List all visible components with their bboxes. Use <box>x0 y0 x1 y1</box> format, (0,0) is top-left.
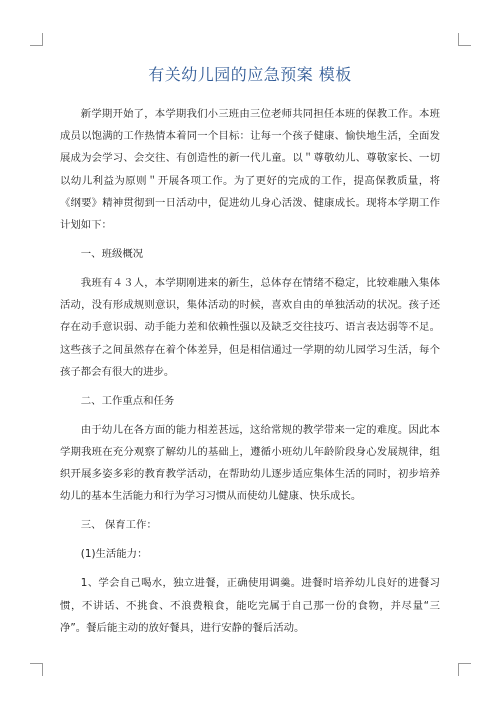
section-heading-care-work: 三、 保育工作： <box>80 519 157 532</box>
document-body <box>60 103 440 646</box>
subheading-life-skills: (1)生活能力： <box>80 548 148 561</box>
crop-mark-bottom-left <box>30 663 43 676</box>
crop-mark-top-right <box>458 33 471 46</box>
life-skills-paragraph: 1、学会自己喝水，独立进餐，正确使用调羹。进餐时培养幼儿良好的进餐习惯，不讲话、不挑食、不浪费粮食，能吃完属于自己那一份的食物，并尽量“三净”。餐后能主动的放好餐具，进行安静的餐后活动。 <box>60 577 440 634</box>
document-title: 有关幼儿园的应急预案 模板 <box>148 65 352 84</box>
crop-mark-top-left <box>30 33 43 46</box>
section-heading-class-overview: 一、班级概况 <box>80 248 144 261</box>
focus-tasks-paragraph: 由于幼儿在各方面的能力相差甚远，这给常规的教学带来一定的难度。因此本学期我班在充分观察了解幼儿的基础上，遵循小班幼儿年龄阶段身心发展规律，组织开展多姿多彩的教育教学活动，在帮助幼儿逐步适应集体生活的同时，初步培养幼儿的基本生活能力和行为学习习惯从而使幼儿健康、快乐成长。 <box>60 423 440 503</box>
section-heading-focus-tasks: 二、工作重点和任务 <box>80 394 175 407</box>
intro-paragraph: 新学期开始了，本学期我们小三班由三位老师共同担任本班的保教工作。本班成员以饱满的工作热情本着同一个目标：让每一个孩子健康、愉快地生活，全面发展成为会学习、会交往、有创造性的新一代儿童。以＂尊敬幼儿、尊敬家长、一切以幼儿利益为原则＂开展各项工作。为了更好的完成的工作，提高保教质量，将《纲要》精神贯彻到一日活动中，促进幼儿身心活泼、健康成长。现将本学期工作计划如下： <box>60 108 440 232</box>
crop-mark-bottom-right <box>458 663 471 676</box>
class-overview-paragraph: 我班有４３人，本学期刚进来的新生，总体存在情绪不稳定，比较难融入集体活动，没有形成规则意识，集体活动的时候，喜欢自由的单独活动的状况。孩子还存在动手意识弱、动手能力差和依赖性强以及缺乏交往技巧、语言表达弱等不足。这些孩子之间虽然存在着个体差异，但是相信通过一学期的幼儿园学习生活，每个孩子都会有很大的进步。 <box>60 277 440 378</box>
